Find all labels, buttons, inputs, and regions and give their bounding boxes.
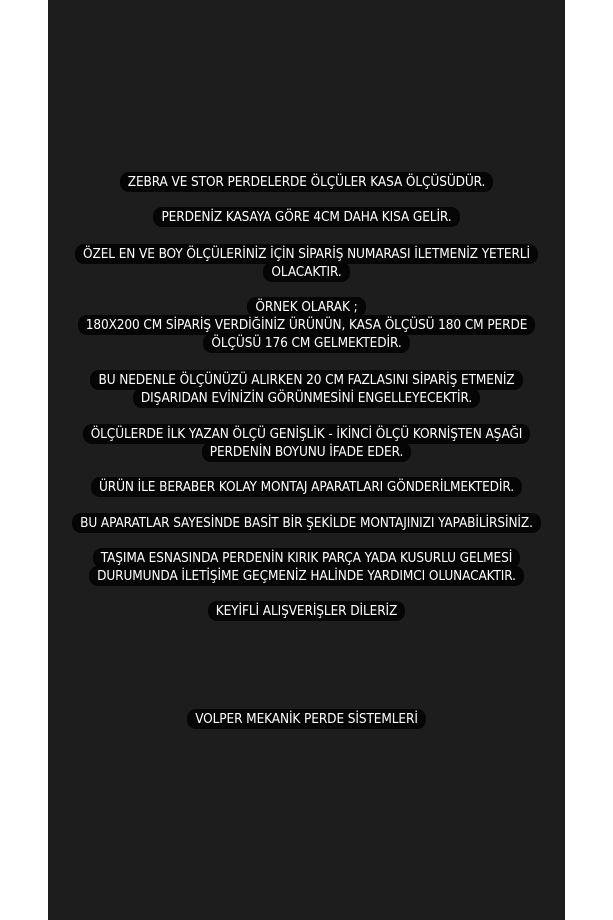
note-tasima — [0, 547, 613, 583]
note-line: 180X200 CM SİPARİŞ VERDİĞİNİZ ÜRÜNÜN, KASA ÖLÇÜSÜ 180 CM PERDE — [78, 315, 536, 335]
note-line: BU APARATLAR SAYESİNDE BASİT BİR ŞEKİLDE MONTAJINIZI YAPABİLİRSİNİZ. — [72, 513, 541, 533]
note-ozel-olcu — [0, 243, 613, 279]
note-keyifli — [0, 600, 613, 618]
brand-name: VOLPER MEKANİK PERDE SİSTEMLERİ — [187, 709, 426, 729]
note-ornek — [0, 296, 613, 350]
brand-signature — [0, 708, 613, 726]
note-line: ÖRNEK OLARAK ; — [247, 297, 365, 317]
note-line: DURUMUNDA İLETİŞİME GEÇMENİZ HALİNDE YARDIMCI OLUNACAKTIR. — [89, 566, 524, 586]
note-line: ÖLÇÜSÜ 176 CM GELMEKTEDİR. — [203, 333, 409, 353]
note-line: DIŞARIDAN EVİNİZİN GÖRÜNMESİNİ ENGELLEYECEKTİR. — [133, 388, 480, 408]
note-line: BU NEDENLE ÖLÇÜNÜZÜ ALIRKEN 20 CM FAZLASINI SİPARİŞ ETMENİZ — [90, 370, 522, 390]
note-genislik-boy — [0, 423, 613, 459]
note-line: PERDENİN BOYUNU İFADE EDER. — [202, 442, 411, 462]
note-line: OLACAKTIR. — [263, 262, 349, 282]
note-line: PERDENİZ KASAYA GÖRE 4CM DAHA KISA GELİR. — [153, 207, 459, 227]
note-kisa-gelir — [0, 206, 613, 224]
note-line: ÖLÇÜLERDE İLK YAZAN ÖLÇÜ GENİŞLİK - İKİNCİ ÖLÇÜ KORNİŞTEN AŞAĞI — [83, 424, 531, 444]
note-line: ZEBRA VE STOR PERDELERDE ÖLÇÜLER KASA ÖLÇÜSÜDÜR. — [120, 172, 494, 192]
note-line: TAŞIMA ESNASINDA PERDENİN KIRIK PARÇA YADA KUSURLU GELMESİ — [93, 548, 520, 568]
note-montaj-aparat — [0, 476, 613, 494]
note-fazla-siparis — [0, 369, 613, 405]
note-line: ÖZEL EN VE BOY ÖLÇÜLERİNİZ İÇİN SİPARİŞ NUMARASI İLETMENİZ YETERLİ — [75, 244, 538, 264]
note-kasa-olcusu — [0, 171, 613, 189]
note-line: KEYİFLİ ALIŞVERİŞLER DİLERİZ — [208, 601, 406, 621]
note-montaj-kolay — [0, 512, 613, 530]
note-line: ÜRÜN İLE BERABER KOLAY MONTAJ APARATLARI GÖNDERİLMEKTEDİR. — [91, 477, 522, 497]
